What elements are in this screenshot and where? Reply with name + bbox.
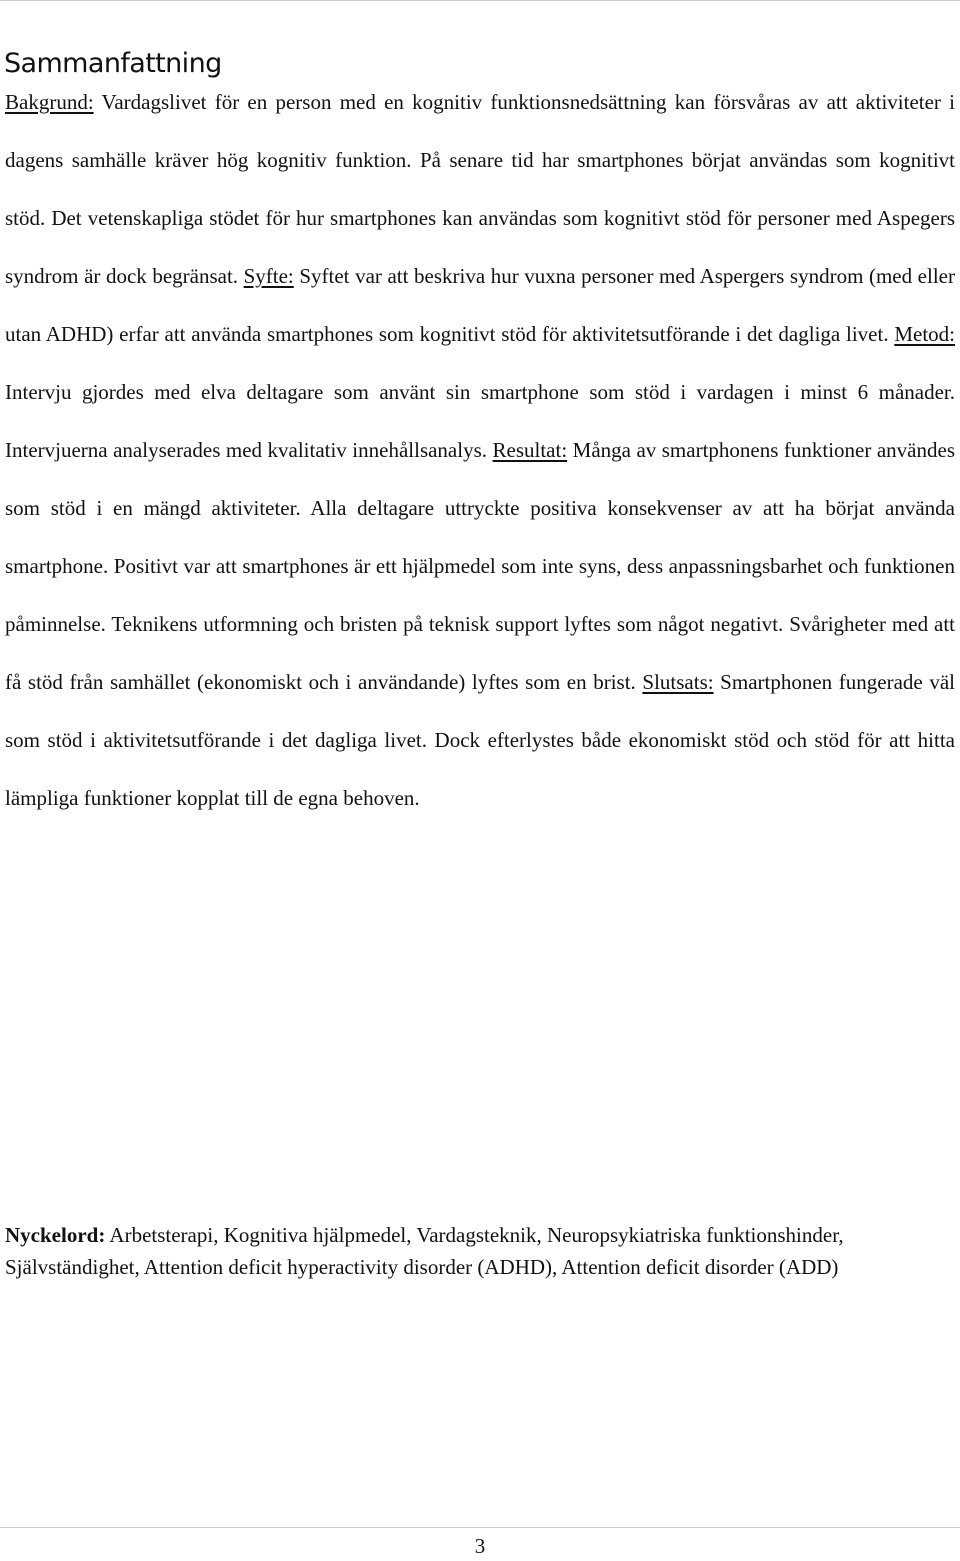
keywords-text: Arbetsterapi, Kognitiva hjälpmedel, Vardagsteknik, Neuropsykiatriska funktionshinder, Självständighet, Attention deficit hyperactivity disorder (ADHD), Attention deficit disorder (ADD) — [5, 1223, 844, 1279]
method-text: Intervju gjordes med elva deltagare som använt sin smartphone som stöd i vardagen i minst 6 månader. Intervjuerna analyserades med kvalitativ innehållsanalys. — [5, 380, 955, 462]
background-text: Vardagslivet för en person med en kognitiv funktionsnedsättning kan försvåras av att aktiviteter i dagens samhälle kräver hög kognitiv funktion. På senare tid har smartphones börjat användas som kognitivt stöd. Det vetenskapliga stödet för hur smartphones kan användas som kognitivt stöd för personer med Aspegers syndrom är dock begränsat. — [5, 90, 955, 288]
results-label: Resultat: — [492, 438, 568, 462]
page-number: 3 — [474, 1534, 486, 1558]
top-rule — [0, 0, 960, 1]
keywords-label: Nyckelord: — [5, 1223, 106, 1247]
aim-text: Syftet var att beskriva hur vuxna personer med Aspergers syndrom (med eller utan ADHD) erfar att använda smartphones som kognitivt stöd för aktivitetsutförande i det dagliga livet. — [5, 264, 955, 346]
keywords-paragraph — [5, 1219, 955, 1283]
aim-label: Syfte: — [243, 264, 294, 288]
footer-rule — [0, 1527, 960, 1528]
results-text: Många av smartphonens funktioner användes som stöd i en mängd aktiviteter. Alla deltagare uttryckte positiva konsekvenser av att ha börjat använda smartphone. Positivt var att smartphones är ett hjälpmedel som inte syns, dess anpassningsbarhet och funktionen påminnelse. Teknikens utformning och bristen på teknisk support lyftes som något negativt. Svårigheter med att få stöd från samhället (ekonomiskt och i användande) lyftes som en brist. — [5, 438, 955, 694]
abstract-paragraph — [5, 73, 955, 827]
conclusion-text: Smartphonen fungerade väl som stöd i aktivitetsutförande i det dagliga livet. Dock efterlystes både ekonomiskt stöd och stöd för att hitta lämpliga funktioner kopplat till de egna behoven. — [5, 670, 955, 810]
method-label: Metod: — [894, 322, 955, 346]
conclusion-label: Slutsats: — [642, 670, 714, 694]
section-heading: Sammanfattning — [4, 48, 222, 79]
background-label: Bakgrund: — [5, 90, 94, 114]
